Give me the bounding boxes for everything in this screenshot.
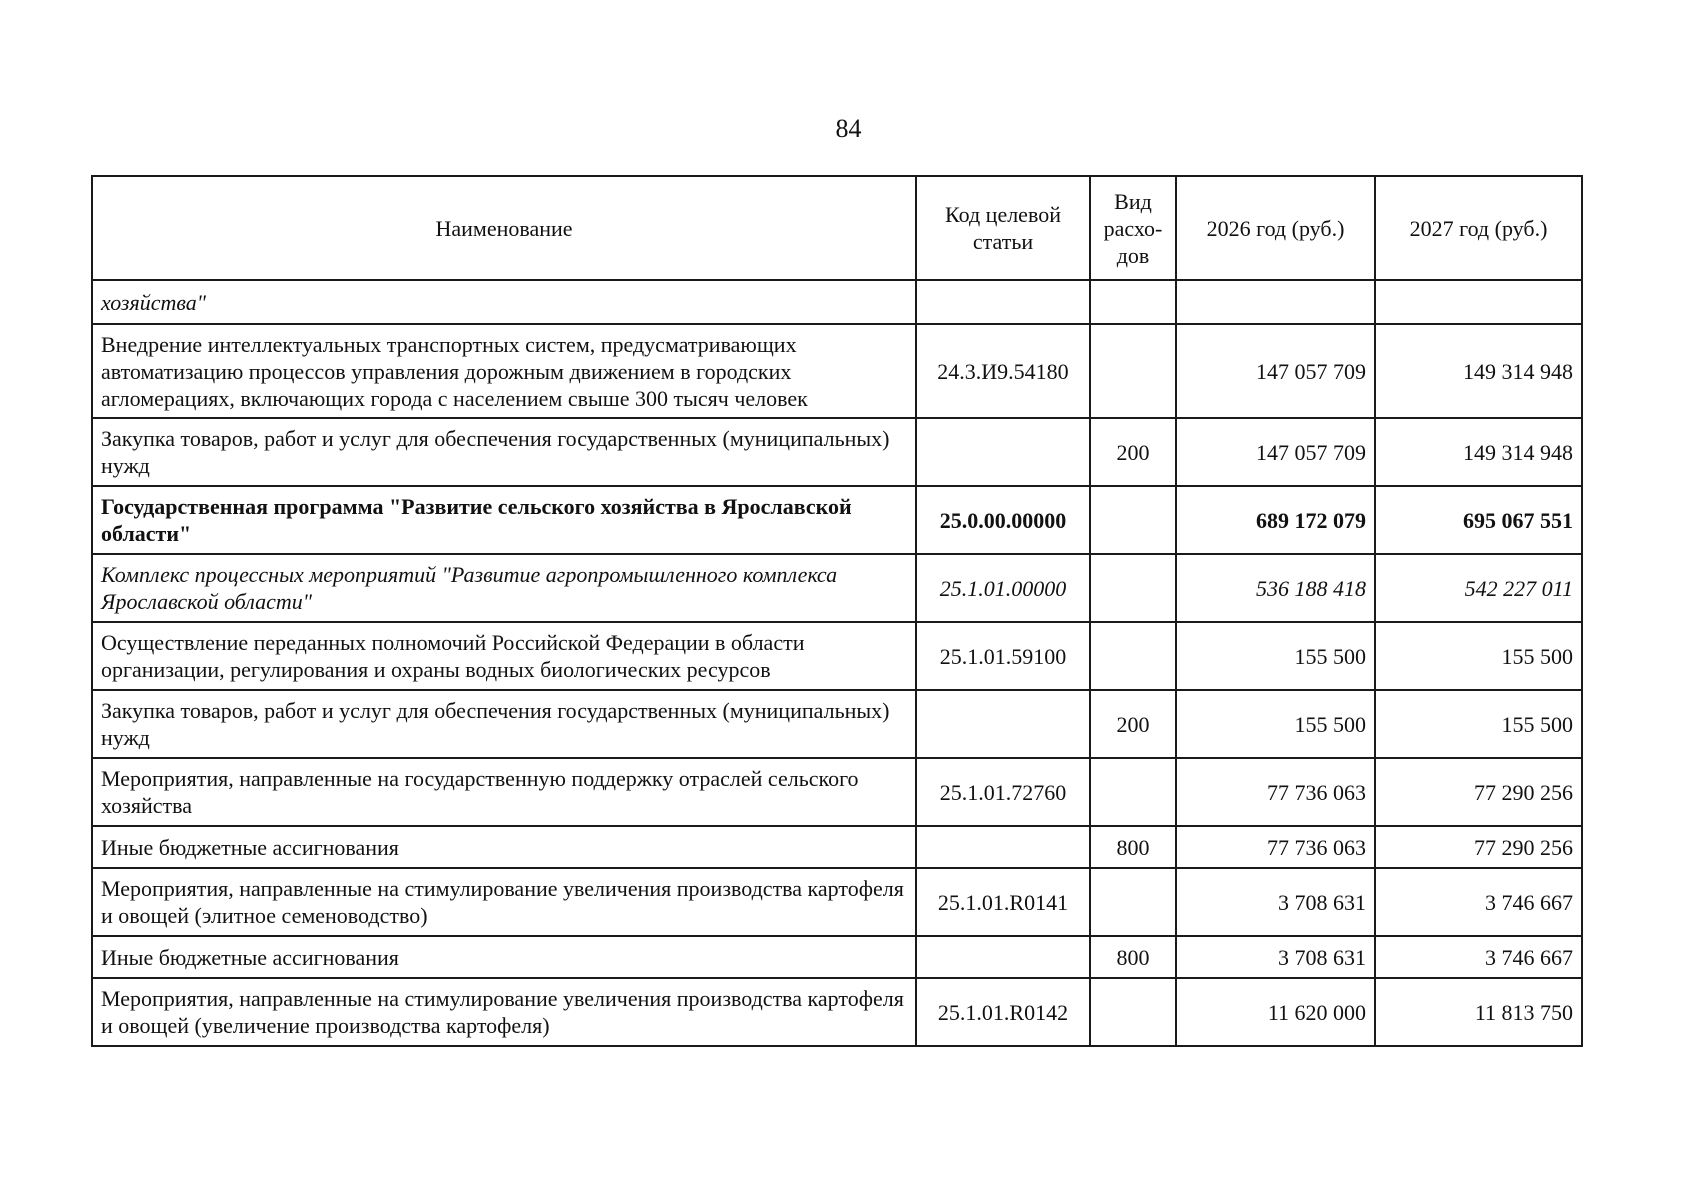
- cell-2027: 155 500: [1375, 690, 1582, 758]
- table-header-row: [92, 176, 1582, 280]
- cell-name: Комплекс процессных мероприятий "Развитие агропромышленного комплекса Ярославской области": [92, 554, 916, 622]
- cell-2027: 149 314 948: [1375, 418, 1582, 486]
- budget-table: [91, 175, 1583, 1047]
- cell-type: [1090, 280, 1176, 324]
- page-number: 84: [835, 114, 862, 143]
- table-row: [92, 622, 1582, 690]
- cell-type: [1090, 486, 1176, 554]
- cell-2027: 11 813 750: [1375, 978, 1582, 1046]
- cell-2026: 155 500: [1176, 622, 1375, 690]
- cell-type: [1090, 324, 1176, 418]
- cell-name: Внедрение интеллектуальных транспортных систем, предусматривающих автоматизацию процессов управления дорожным движением в городских агломерациях, включающих города с населением свыше 300 тысяч человек: [92, 324, 916, 418]
- cell-name: Мероприятия, направленные на государственную поддержку отраслей сельского хозяйства: [92, 758, 916, 826]
- cell-code: [916, 418, 1090, 486]
- cell-type: [1090, 868, 1176, 936]
- cell-code: [916, 936, 1090, 978]
- cell-type: [1090, 978, 1176, 1046]
- cell-2027: 77 290 256: [1375, 758, 1582, 826]
- cell-name: Осуществление переданных полномочий Российской Федерации в области организации, регулирования и охраны водных биологических ресурсов: [92, 622, 916, 690]
- cell-code: 24.3.И9.54180: [916, 324, 1090, 418]
- cell-2027: 542 227 011: [1375, 554, 1582, 622]
- cell-code: 25.1.01.R0142: [916, 978, 1090, 1046]
- cell-2026: 155 500: [1176, 690, 1375, 758]
- header-name: Наименование: [92, 176, 916, 280]
- cell-2027: 149 314 948: [1375, 324, 1582, 418]
- cell-type: 200: [1090, 690, 1176, 758]
- cell-name: хозяйства": [92, 280, 916, 324]
- cell-2026: 3 708 631: [1176, 868, 1375, 936]
- cell-name: Иные бюджетные ассигнования: [92, 826, 916, 868]
- cell-code: 25.1.01.59100: [916, 622, 1090, 690]
- cell-name: Мероприятия, направленные на стимулирование увеличения производства картофеля и овощей (элитное семеноводство): [92, 868, 916, 936]
- cell-2027: 695 067 551: [1375, 486, 1582, 554]
- table-row: [92, 554, 1582, 622]
- cell-2026: 77 736 063: [1176, 826, 1375, 868]
- cell-name: Иные бюджетные ассигнования: [92, 936, 916, 978]
- header-type: Вид расхо-дов: [1090, 176, 1176, 280]
- table-row: [92, 324, 1582, 418]
- cell-type: 200: [1090, 418, 1176, 486]
- cell-2027: 155 500: [1375, 622, 1582, 690]
- cell-2026: 689 172 079: [1176, 486, 1375, 554]
- cell-2027: 3 746 667: [1375, 936, 1582, 978]
- cell-name: Государственная программа "Развитие сельского хозяйства в Ярославской области": [92, 486, 916, 554]
- cell-2026: 11 620 000: [1176, 978, 1375, 1046]
- cell-2026: 3 708 631: [1176, 936, 1375, 978]
- cell-2026: 147 057 709: [1176, 324, 1375, 418]
- table-row: [92, 690, 1582, 758]
- table-row: [92, 978, 1582, 1046]
- cell-2027: [1375, 280, 1582, 324]
- table-row: [92, 868, 1582, 936]
- cell-2027: 3 746 667: [1375, 868, 1582, 936]
- cell-type: 800: [1090, 826, 1176, 868]
- table-row: [92, 936, 1582, 978]
- cell-name: Закупка товаров, работ и услуг для обеспечения государственных (муниципальных) нужд: [92, 690, 916, 758]
- header-2027: 2027 год (руб.): [1375, 176, 1582, 280]
- cell-type: [1090, 622, 1176, 690]
- cell-name: Закупка товаров, работ и услуг для обеспечения государственных (муниципальных) нужд: [92, 418, 916, 486]
- cell-code: 25.1.01.00000: [916, 554, 1090, 622]
- cell-2026: [1176, 280, 1375, 324]
- cell-code: [916, 826, 1090, 868]
- cell-2026: 536 188 418: [1176, 554, 1375, 622]
- table-row: [92, 758, 1582, 826]
- header-code: Код целевой статьи: [916, 176, 1090, 280]
- cell-2026: 77 736 063: [1176, 758, 1375, 826]
- table-row: [92, 826, 1582, 868]
- table-row: [92, 418, 1582, 486]
- cell-type: [1090, 554, 1176, 622]
- cell-code: 25.1.01.72760: [916, 758, 1090, 826]
- header-2026: 2026 год (руб.): [1176, 176, 1375, 280]
- cell-code: 25.0.00.00000: [916, 486, 1090, 554]
- table-body: [92, 280, 1582, 1046]
- cell-type: [1090, 758, 1176, 826]
- cell-name: Мероприятия, направленные на стимулирование увеличения производства картофеля и овощей (увеличение производства картофеля): [92, 978, 916, 1046]
- cell-code: [916, 280, 1090, 324]
- table-row: [92, 280, 1582, 324]
- cell-2027: 77 290 256: [1375, 826, 1582, 868]
- cell-2026: 147 057 709: [1176, 418, 1375, 486]
- cell-code: [916, 690, 1090, 758]
- cell-code: 25.1.01.R0141: [916, 868, 1090, 936]
- table-row: [92, 486, 1582, 554]
- cell-type: 800: [1090, 936, 1176, 978]
